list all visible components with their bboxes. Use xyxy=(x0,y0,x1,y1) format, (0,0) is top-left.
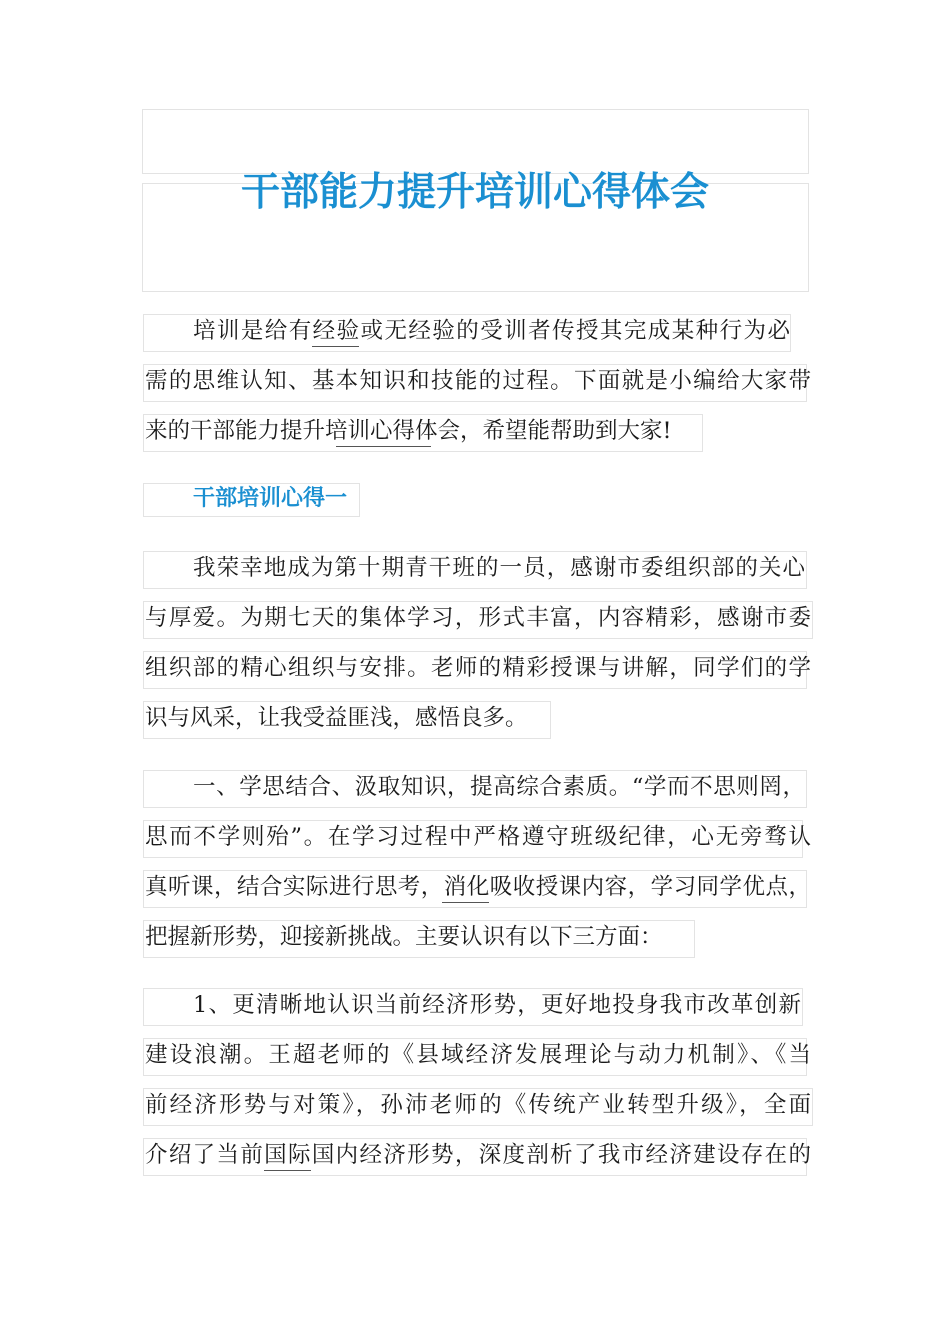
para2-line-2: 思而不学则殆”。在学习过程中严格遵守班级纪律，心无旁骛认 xyxy=(145,824,811,850)
para3-line-2: 建设浪潮。王超老师的《县域经济发展理论与动力机制》、《当 xyxy=(145,1042,811,1068)
title-frame-top xyxy=(142,109,809,174)
para2-line-3: 真听课，结合实际进行思考，消化吸收授课内容，学习同学优点， xyxy=(145,874,811,900)
link-underline xyxy=(264,1170,311,1171)
link-underline xyxy=(336,446,431,447)
para2-line-1: 一、学思结合、汲取知识，提高综合素质。“学而不思则罔， xyxy=(193,774,805,800)
intro-line-3: 来的干部能力提升培训心得体会，希望能帮助到大家! xyxy=(145,418,672,444)
para1-line-2: 与厚爱。为期七天的集体学习，形式丰富，内容精彩，感谢市委 xyxy=(145,605,811,631)
para3-line-1: 1、更清晰地认识当前经济形势，更好地投身我市改革创新 xyxy=(193,992,801,1018)
section-heading: 干部培训心得一 xyxy=(193,486,348,511)
para2-line-4: 把握新形势，迎接新挑战。主要认识有以下三方面： xyxy=(145,924,663,950)
link-underline xyxy=(442,902,489,903)
para3-line-3: 前经济形势与对策》，孙沛老师的《传统产业转型升级》，全面 xyxy=(145,1092,811,1118)
para1-line-1: 我荣幸地成为第十期青干班的一员，感谢市委组织部的关心 xyxy=(193,555,805,581)
link-underline xyxy=(312,346,359,347)
para3-line-4: 介绍了当前国际国内经济形势，深度剖析了我市经济建设存在的 xyxy=(145,1142,811,1168)
intro-line-1: 培训是给有经验或无经验的受训者传授其完成某种行为必 xyxy=(193,318,790,344)
intro-line-2: 需的思维认知、基本知识和技能的过程。下面就是小编给大家带 xyxy=(145,368,811,394)
document-title: 干部能力提升培训心得体会 xyxy=(240,170,709,215)
para1-line-3: 组织部的精心组织与安排。老师的精彩授课与讲解，同学们的学 xyxy=(145,655,811,681)
para1-line-4: 识与风采，让我受益匪浅，感悟良多。 xyxy=(145,705,528,731)
